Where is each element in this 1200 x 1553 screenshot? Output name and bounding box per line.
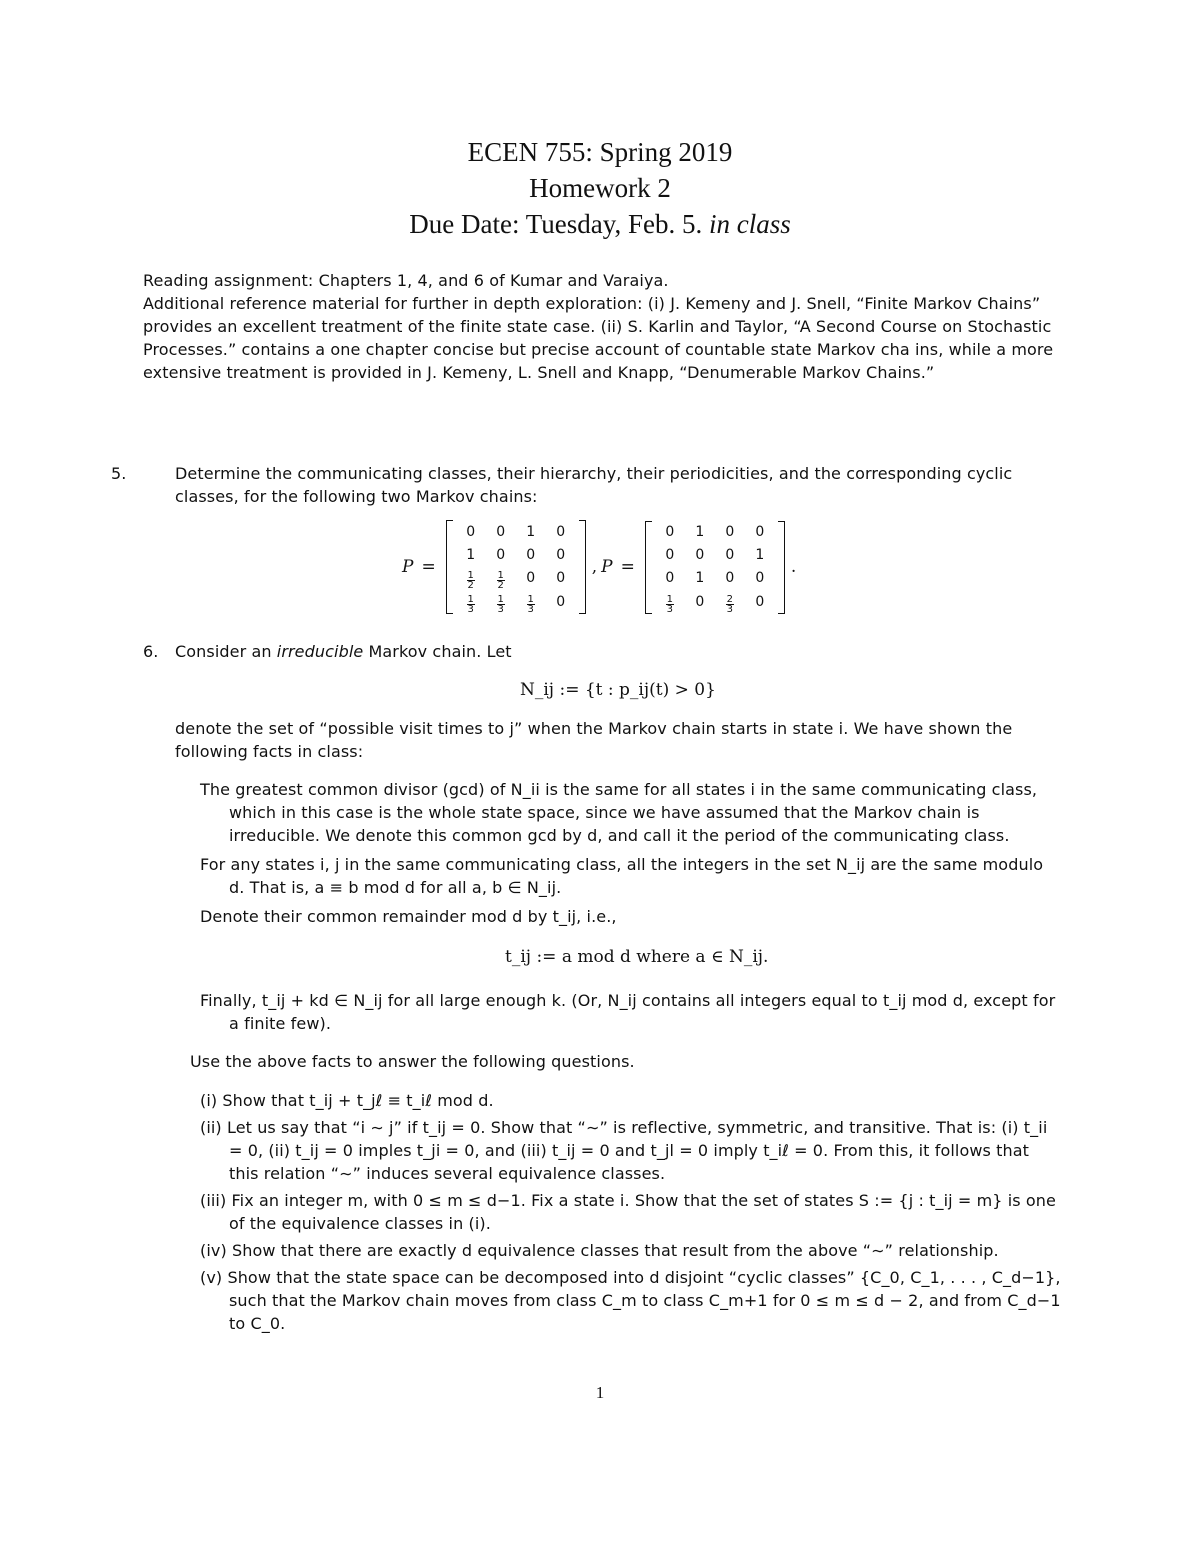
- intro-section: [143, 269, 1063, 384]
- matrix-cell: $\frac{2}{3}$: [726, 593, 733, 615]
- problem-5-matrices: [402, 520, 796, 614]
- matrix-cell: $\frac{1}{2}$: [467, 570, 474, 591]
- matrix-cell: 0: [725, 524, 735, 540]
- matrix-separator: ,: [591, 557, 598, 577]
- question-iv: (iv) Show that there are exactly d equivalence classes that result from the above “∼” relationship.: [200, 1241, 999, 1260]
- matrix-cell: 0: [526, 570, 536, 586]
- matrix-cell: 1: [755, 547, 765, 563]
- matrix-cell: 0: [755, 593, 765, 610]
- matrix-cell: 0: [665, 524, 675, 540]
- problem-6-irreducible: irreducible: [276, 642, 364, 661]
- matrix-terminator: .: [790, 557, 797, 577]
- problem-6-number: 6.: [143, 642, 159, 661]
- matrix-cell: 0: [496, 546, 506, 563]
- matrix-cell: 0: [665, 570, 675, 586]
- matrix-cell: 0: [466, 523, 476, 540]
- use-facts: Use the above facts to answer the following questions.: [190, 1052, 635, 1071]
- facts-list: [200, 778, 1062, 934]
- fact-remainder: Denote their common remainder mod d by t_ij, i.e.,: [200, 907, 617, 926]
- problem-5-number: 5.: [111, 464, 127, 483]
- matrix-2: [645, 521, 785, 614]
- final-fact: [200, 989, 1062, 1041]
- matrix-cell: 0: [556, 523, 566, 540]
- matrix-cell: 0: [695, 593, 705, 610]
- due-date-in-class: in class: [708, 209, 791, 239]
- page-number: 1: [595, 1383, 605, 1402]
- matrix-cell: 1: [466, 546, 476, 563]
- problem-5: [111, 462, 1063, 508]
- matrix-cell: 0: [556, 546, 566, 563]
- assignment-title: Homework 2: [529, 173, 671, 203]
- matrix-cell: $\frac{1}{2}$: [497, 570, 504, 591]
- after-definition: denote the set of “possible visit times to j” when the Markov chain starts in state i. We have shown the following facts in class:: [175, 719, 1013, 761]
- matrix-1-equals: =: [421, 557, 436, 577]
- matrix-cell: 0: [755, 570, 765, 586]
- matrix-cell: 0: [526, 546, 536, 563]
- question-ii: (ii) Let us say that “i ∼ j” if t_ij = 0. Show that “∼” is reflective, symmetric, and transitive. That is: (i) t_ii = 0, (ii) t_ij = 0 imples t_ji = 0, and (iii) t_ij = 0 and t_jl = 0 imply t_iℓ = 0. From this, it follows that this relation “∼” induces several equivalence classes.: [200, 1118, 1048, 1183]
- matrix-cell: $\frac{1}{3}$: [527, 594, 534, 615]
- additional-reference: Additional reference material for further in depth exploration: (i) J. Kemeny and J. Snell, “Finite Markov Chains” provides an excellent treatment of the finite state case. (ii) S. Karlin and Taylor, “A Second Course on Stochastic Processes.” contains a one chapter concise but precise account of countable state Markov cha ins, while a more extensive treatment is provided in J. Kemeny, L. Snell and Knapp, “Denumerable Markov Chains.”: [143, 294, 1054, 382]
- reading-assignment: Reading assignment: Chapters 1, 4, and 6 of Kumar and Varaiya.: [143, 271, 669, 290]
- problem-6: [143, 640, 1063, 663]
- matrix-1-label: P: [402, 557, 414, 577]
- matrix-cell: 0: [725, 547, 735, 563]
- matrix-cell: 0: [556, 594, 566, 610]
- matrix-cell: 0: [755, 524, 765, 540]
- matrix-cell: 1: [526, 523, 536, 540]
- matrix-2-label: P: [601, 557, 613, 577]
- matrix-cell: 0: [695, 547, 705, 563]
- question-i: (i) Show that t_ij + t_jℓ ≡ t_iℓ mod d.: [200, 1091, 494, 1110]
- problem-6-lead: Consider an: [175, 642, 272, 661]
- problem-6-lead-tail: Markov chain. Let: [368, 642, 512, 661]
- remainder-definition: t_ij := a mod d where a ∈ N_ij.: [505, 947, 769, 967]
- matrix-cell: 0: [556, 570, 566, 586]
- fact-gcd: The greatest common divisor (gcd) of N_ii is the same for all states i in the same communicating class, which in this case is the whole state space, since we have assumed that the Markov chain is irreducible. We denote this common gcd by d, and call it the period of the communicating class.: [200, 780, 1038, 845]
- matrix-cell: $\frac{1}{3}$: [497, 594, 504, 615]
- matrix-cell: 0: [496, 523, 506, 540]
- question-v: (v) Show that the state space can be decomposed into d disjoint “cyclic classes” {C_0, C_1, . . . , C_d−1}, such that the Markov chain moves from class C_m to class C_m+1 for 0 ≤ m ≤ d − 2, and from C_d−1 to C_0.: [200, 1268, 1061, 1333]
- course-title: ECEN 755: Spring 2019: [467, 137, 733, 167]
- nij-definition: N_ij := {t : p_ij(t) > 0}: [520, 680, 716, 700]
- matrix-cell: $\frac{1}{3}$: [467, 594, 474, 615]
- matrix-cell: $\frac{1}{3}$: [666, 593, 673, 615]
- matrix-1: [446, 520, 586, 614]
- fact-finally: Finally, t_ij + kd ∈ N_ij for all large enough k. (Or, N_ij contains all integers equal to t_ij mod d, except for a finite few).: [200, 991, 1056, 1033]
- matrix-2-equals: =: [620, 557, 635, 577]
- fact-modulo: For any states i, j in the same communicating class, all the integers in the set N_ij are the same modulo d. That is, a ≡ b mod d for all a, b ∈ N_ij.: [200, 855, 1044, 897]
- matrix-cell: 0: [665, 547, 675, 563]
- questions-list: [200, 1089, 1062, 1339]
- problem-5-text: Determine the communicating classes, their hierarchy, their periodicities, and the corresponding cyclic classes, for the following two Markov chains:: [175, 464, 1013, 506]
- matrix-cell: 0: [725, 570, 735, 586]
- question-iii: (iii) Fix an integer m, with 0 ≤ m ≤ d−1. Fix a state i. Show that the set of states S := {j : t_ij = m} is one of the equivalence classes in (i).: [200, 1191, 1056, 1233]
- due-date: [0, 207, 1200, 241]
- due-date-main: Due Date: Tuesday, Feb. 5.: [409, 209, 703, 239]
- matrix-cell: 1: [695, 524, 705, 540]
- matrix-cell: 1: [695, 570, 705, 586]
